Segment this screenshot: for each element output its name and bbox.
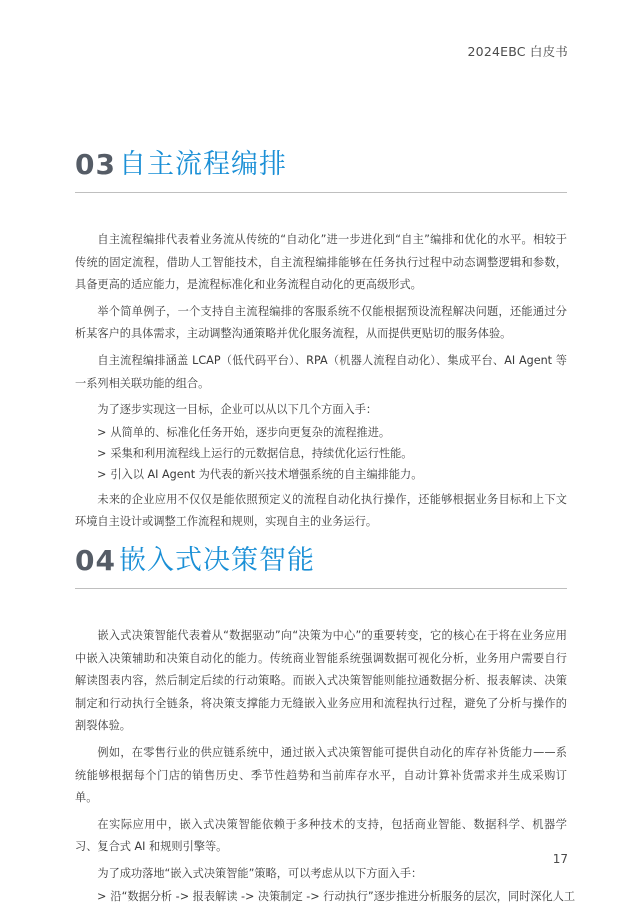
paragraph: 为了成功落地“嵌入式决策智能”策略，可以考虑从以下方面入手： bbox=[97, 866, 423, 880]
paragraph: 在实际应用中，嵌入式决策智能依赖于多种技术的支持，包括商业智能、数据科学、机器学习、复合式 AI 和规则引擎等。 bbox=[75, 817, 567, 854]
paragraph: 自主流程编排代表着业务流从传统的“自动化”进一步进化到“自主”编排和优化的水平。相较于传统的固定流程，借助人工智能技术，自主流程编排能够在任务执行过程中动态调整逻辑和参数，具备更高的适应能力，是流程标准化和业务流程自动化的更高级形式。 bbox=[75, 233, 567, 292]
document-header-title: 2024EBC 白皮书 bbox=[467, 44, 568, 59]
list-item bbox=[75, 886, 576, 907]
paragraph: 未来的企业应用不仅仅是能依照预定义的流程自动化执行操作，还能够根据业务目标和上下文环境自主设计或调整工作流程和规则，实现自主的业务运行。 bbox=[75, 492, 567, 529]
section-04 bbox=[75, 544, 576, 907]
paragraph: 举个简单例子，一个支持自主流程编排的客服系统不仅能根据预设流程解决问题，还能通过分析某客户的具体需求，主动调整沟通策略并优化服务流程，从而提供更贴切的服务体验。 bbox=[75, 304, 567, 341]
page-number: 17 bbox=[552, 852, 568, 866]
paragraph: 为了逐步实现这一目标，企业可以从以下几个方面入手： bbox=[97, 403, 378, 417]
paragraph: 嵌入式决策智能代表着从“数据驱动”向“决策为中心”的重要转变，它的核心在于将在业务应用中嵌入决策辅助和决策自动化的能力。传统商业智能系统强调数据可视化分析，业务用户需要自行解读图表内容，然后制定后续的行动策略。而嵌入式决策智能则能拉通数据分析、报表解读、决策制定和行动执行全链条，将决策支撑能力无缝嵌入业务应用和流程执行过程，避免了分析与操作的割裂体验。 bbox=[75, 629, 567, 733]
list-item bbox=[75, 464, 567, 485]
section-title: 自主流程编排 bbox=[119, 149, 287, 180]
section-title: 嵌入式决策智能 bbox=[119, 545, 315, 576]
list-item bbox=[75, 443, 567, 464]
section-number: 04 bbox=[75, 544, 116, 577]
list-item-text: 采集和利用流程线上运行的元数据信息，持续优化运行性能。 bbox=[110, 446, 413, 460]
list-item-text: 从简单的、标准化任务开始，逐步向更复杂的流程推进。 bbox=[110, 425, 391, 439]
paragraph: 自主流程编排涵盖 LCAP（低代码平台）、RPA（机器人流程自动化）、集成平台、AI Agent 等一系列相关联功能的组合。 bbox=[75, 353, 567, 390]
list-item-text: 引入以 AI Agent 为代表的新兴技术增强系统的自主编排能力。 bbox=[110, 467, 423, 481]
section-heading bbox=[75, 148, 567, 193]
section-body bbox=[75, 625, 576, 907]
section-body bbox=[75, 229, 567, 534]
bullet-marker: > bbox=[97, 446, 107, 460]
bullet-marker: > bbox=[97, 425, 107, 439]
list-item bbox=[75, 422, 567, 443]
section-03 bbox=[75, 148, 567, 538]
section-number: 03 bbox=[75, 148, 116, 181]
list-item-text: 沿“数据分析 -> 报表解读 -> 决策制定 -> 行动执行”逐步推进分析服务的层次，同时深化人工 bbox=[110, 889, 576, 903]
bullet-marker: > bbox=[97, 467, 107, 481]
paragraph: 例如，在零售行业的供应链系统中，通过嵌入式决策智能可提供自动化的库存补货能力——系统能够根据每个门店的销售历史、季节性趋势和当前库存水平，自动计算补货需求并生成采购订单。 bbox=[75, 745, 567, 805]
section-heading bbox=[75, 544, 567, 589]
bullet-marker: > bbox=[97, 889, 107, 903]
